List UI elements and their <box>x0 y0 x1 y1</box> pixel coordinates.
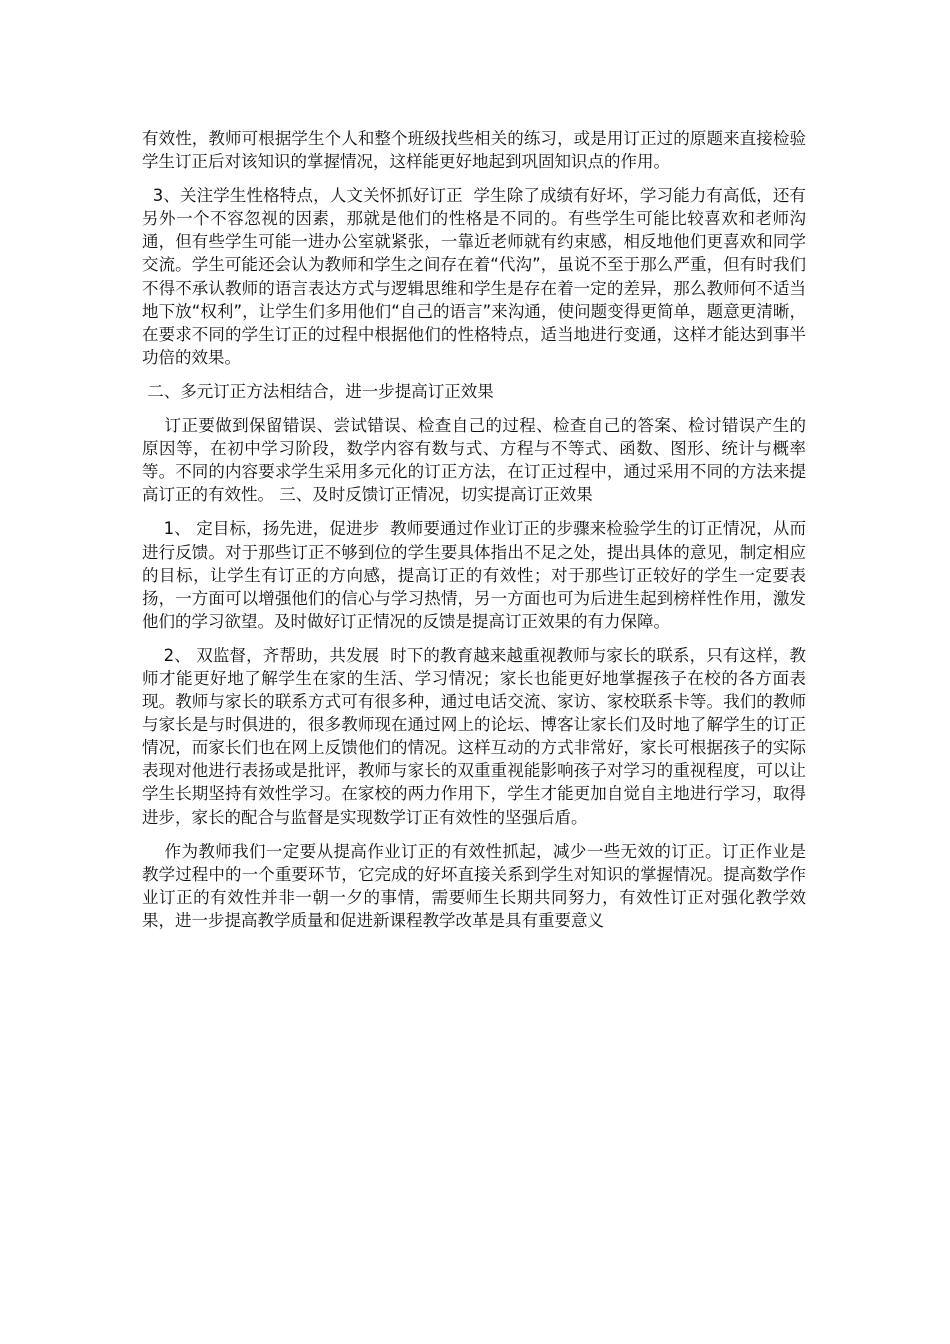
document-body <box>142 127 806 943</box>
paragraph-set-goals: 1、 定目标，扬先进，促进步 教师要通过作业订正的步骤来检验学生的订正情况，从而进行反馈。对于那些订正不够到位的学生要具体指出不足之处，提出具体的意见，制定相应的目标，让学生有订正的方向感，提高订正的有效性；对于那些订正较好的学生一定要表扬，一方面可以增强他们的信心与学习热情，另一方面也可为后进生起到榜样性作用，激发他们的学习欲望。及时做好订正情况的反馈是提高订正效果的有力保障。 <box>142 519 807 631</box>
paragraph-dual-supervision: 2、 双监督，齐帮助，共发展 时下的教育越来越重视教师与家长的联系，只有这样，教师才能更好地了解学生在家的生活、学习情况；家长也能更好地掌握孩子在校的各方面表现。教师与家长的联系方式可有很多种，通过电话交流、家访、家校联系卡等。我们的教师与家长是与时俱进的，很多教师现在通过网上的论坛、博客让家长们及时地了解学生的订正情况，而家长们也在网上反馈他们的情况。这样互动的方式非常好，家长可根据孩子的实际表现对他进行表扬或是批评，教师与家长的双重重视能影响孩子对学习的重视程度，可以让学生长期坚持有效性学习。在家校的两力作用下，学生才能更加自觉自主地进行学习，取得进步，家长的配合与监督是实现数学订正有效性的坚强后盾。 <box>142 645 807 827</box>
paragraph-correction-methods: 订正要做到保留错误、尝试错误、检查自己的过程、检查自己的答案、检讨错误产生的原因等，在初中学习阶段，数学内容有数与式、方程与不等式、函数、图形、统计与概率等。不同的内容要求学生采用多元化的订正方法，在订正过程中，通过采用不同的方法来提高订正的有效性。 三、及时反馈订正情况，切实提高订正效果 <box>142 416 806 505</box>
paragraph-conclusion: 作为教师我们一定要从提高作业订正的有效性抓起，减少一些无效的订正。订正作业是教学过程中的一个重要环节，它完成的好坏直接关系到学生对知识的掌握情况。提高数学作业订正的有效性并非一朝一夕的事情，需要师生长期共同努力，有效性订正对强化教学效果，进一步提高教学质量和促进新课程教学改革是具有重要意义 <box>142 841 806 930</box>
paragraph-student-personality: 3、关注学生性格特点，人文关怀抓好订正 学生除了成绩有好坏，学习能力有高低，还有另外一个不容忽视的因素，那就是他们的性格是不同的。有些学生可能比较喜欢和老师沟通，但有些学生可能一进办公室就紧张，一靠近老师就有约束感，相反地他们更喜欢和同学交流。学生可能还会认为教师和学生之间存在着“代沟”，虽说不至于那么严重，但有时我们不得不承认教师的语言表达方式与逻辑思维和学生是存在着一定的差异，那么教师何不适当地下放“权利”，让学生们多用他们“自己的语言”来沟通，使问题变得更简单，题意更清晰，在要求不同的学生订正的过程中根据他们的性格特点，适当地进行变通，这样才能达到事半功倍的效果。 <box>142 186 806 367</box>
section-heading-multiple-methods: 二、多元订正方法相结合，进一步提高订正效果 <box>142 381 494 401</box>
paragraph-effectiveness-continued: 有效性，教师可根据学生个人和整个班级找些相关的练习，或是用订正过的原题来直接检验学生订正后对该知识的掌握情况，这样能更好地起到巩固知识点的作用。 <box>142 129 806 172</box>
